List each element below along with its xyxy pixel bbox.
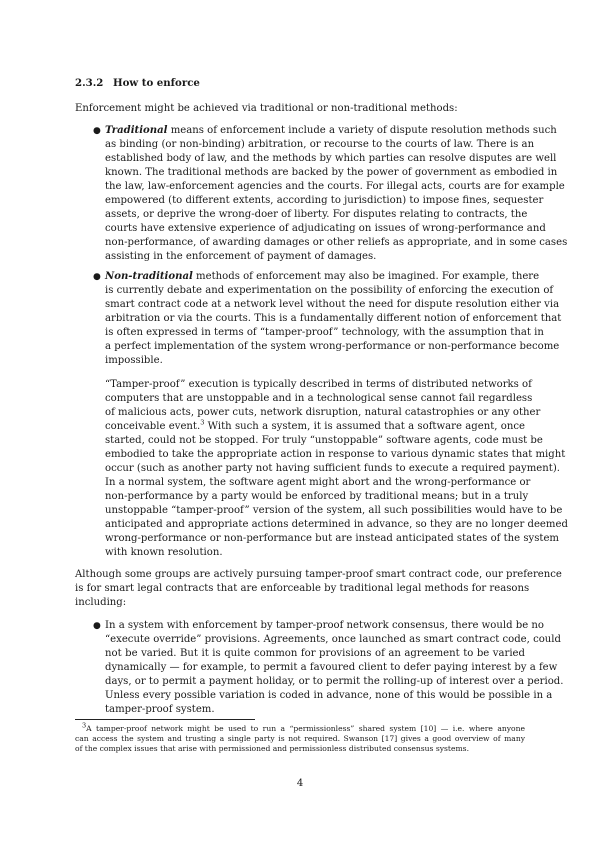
footnote-line: of the complex issues that arise with permissioned and permissionless distributed consensus systems. (75, 744, 469, 753)
paragraph-line: not be varied. But it is quite common for provisions of an agreement to be varied (105, 648, 525, 659)
bullet-non-traditional-line: Non-traditional methods of enforcement may also be imagined. For example, there (105, 271, 540, 282)
paragraph-line: dynamically — for example, to permit a favoured client to defer paying interest by a few (105, 662, 558, 673)
footnote-line: $^3$A tamper-proof network might be used to run a “permissionless” shared system [10] — i.e. where anyone (82, 721, 525, 733)
section-heading (75, 77, 200, 89)
paragraph-line: smart contract code at a network level without the need for dispute resolution either via (105, 299, 560, 310)
paragraph-line: including: (75, 597, 127, 608)
paragraph-line: unstoppable “tamper-proof” version of the system, all such possibilities would have to be (105, 505, 563, 516)
paragraph-line: Unless every possible variation is coded in advance, none of this would be possible in a (105, 690, 553, 701)
paragraph-line: computers that are unstoppable and in a technological sense cannot fail regardless (105, 393, 533, 404)
paragraph-line: is currently debate and experimentation on the possibility of enforcing the execution of (105, 285, 554, 296)
bullet-icon: ● (93, 126, 101, 136)
paragraph-line: impossible. (105, 355, 163, 366)
paragraph-line: with known resolution. (105, 547, 223, 558)
paragraph-line: of malicious acts, power cuts, network disruption, natural catastrophies or any other (105, 407, 541, 418)
page-number: 4 (296, 778, 304, 789)
paragraph-line: a perfect implementation of the system wrong-performance or non-performance become (105, 341, 560, 352)
paragraph-line: courts have extensive experience of adjudicating on issues of wrong-performance and (105, 223, 546, 234)
bullet-icon: ● (93, 621, 101, 631)
paragraph-line: arbitration or via the courts. This is a fundamentally different notion of enforcement that (105, 313, 562, 324)
paragraph-line: established body of law, and the methods by which parties can resolve disputes are well (105, 153, 557, 164)
footnote-rule (75, 719, 255, 720)
term-traditional: Traditional (105, 125, 168, 136)
paragraph-line: In a normal system, the software agent might abort and the wrong-performance or (105, 477, 531, 488)
paragraph-line: embodied to take the appropriate action in response to various dynamic states that might (105, 449, 566, 460)
section-title: How to enforce (113, 77, 200, 89)
paragraph-line: conceivable event.$^3$ With such a system, it is assumed that a software agent, once (105, 418, 525, 432)
footnote-reference[interactable]: 3 (200, 418, 205, 427)
paragraph-line: the law, law-enforcement agencies and the courts. For illegal acts, courts are for example (105, 181, 565, 192)
paragraph-line: as binding (or non-binding) arbitration, or recourse to the courts of law. There is an (105, 139, 535, 150)
footnote-mark: 3 (82, 721, 87, 730)
paragraph-line: non-performance by a party would be enforced by traditional means; but in a truly (105, 491, 529, 502)
footnote-line: can access the system and trusting a single party is not required. Swanson [17] gives a good overview of many (75, 734, 525, 743)
paragraph-line: is for smart legal contracts that are enforceable by traditional legal methods for reasons (75, 583, 530, 594)
paragraph-line: days, or to permit a payment holiday, or to permit the rolling-up of interest over a period. (105, 676, 564, 687)
paragraph-line: occur (such as another party not having sufficient funds to execute a required payment). (105, 463, 560, 474)
paragraph-line: anticipated and appropriate actions determined in advance, so they are no longer deemed (105, 519, 568, 530)
paragraph-line: “execute override” provisions. Agreements, once launched as smart contract code, could (105, 634, 561, 645)
bullet-traditional-line: Traditional means of enforcement include a variety of dispute resolution methods such (105, 125, 557, 136)
paragraph-line: assets, or deprive the wrong-doer of liberty. For disputes relating to contracts, the (105, 209, 528, 220)
paragraph-line: assisting in the enforcement of payment of damages. (105, 251, 377, 262)
section-number: 2.3.2 (75, 77, 104, 89)
paragraph-line: wrong-performance or non-performance but are instead anticipated states of the system (105, 533, 559, 544)
paragraph-line: is often expressed in terms of “tamper-proof” technology, with the assumption that in (105, 327, 544, 338)
bullet-icon: ● (93, 272, 101, 282)
paragraph-line: known. The traditional methods are backed by the power of government as embodied in (105, 167, 558, 178)
intro-text: Enforcement might be achieved via traditional or non-traditional methods: (75, 103, 458, 114)
paragraph-line: started, could not be stopped. For truly “unstoppable” software agents, code must be (105, 435, 543, 446)
term-non-traditional: Non-traditional (105, 271, 193, 282)
paragraph-line: In a system with enforcement by tamper-proof network consensus, there would be no (105, 620, 544, 631)
paragraph-line: non-performance, of awarding damages or other reliefs as appropriate, and in some cases (105, 237, 568, 248)
paragraph-line: Although some groups are actively pursuing tamper-proof smart contract code, our preference (75, 569, 562, 580)
paragraph-line: “Tamper-proof” execution is typically described in terms of distributed networks of (105, 379, 532, 390)
paragraph-line: tamper-proof system. (105, 704, 215, 715)
paragraph-line: empowered (to different extents, according to jurisdiction) to impose fines, sequester (105, 195, 544, 206)
